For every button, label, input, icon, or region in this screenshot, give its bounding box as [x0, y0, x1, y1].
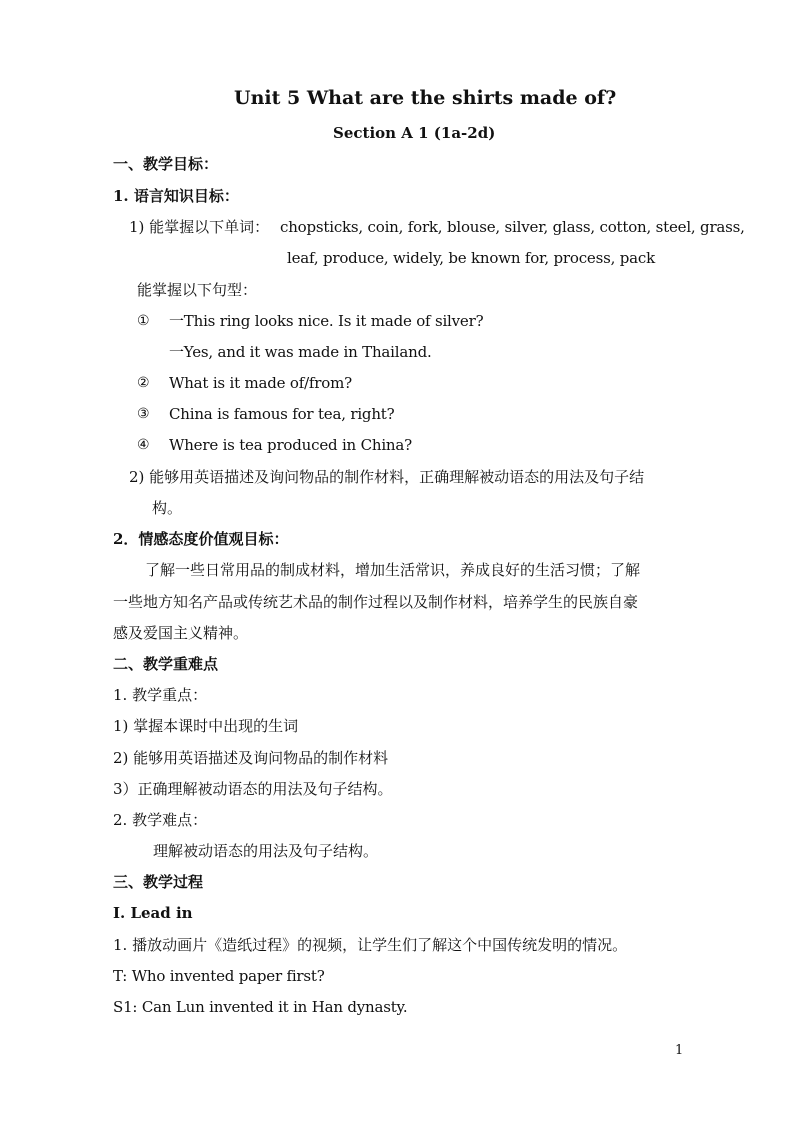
sentence-number-2: ② [137, 375, 150, 391]
difficult-points-label: 2. 教学难点： [113, 811, 208, 829]
key-point-2: 2) 能够用英语描述及询问物品的制作材料 [113, 749, 389, 767]
page-number: 1 [675, 1043, 684, 1058]
sentence-number-1: ① [137, 313, 150, 329]
sentence-4: Where is tea produced in China? [169, 436, 412, 454]
sentence-number-4: ④ [137, 437, 150, 453]
sentence-1-answer: 一Yes, and it was made in Thailand. [169, 343, 432, 361]
words-line-2: leaf, produce, widely, be known for, process, pack [287, 249, 655, 267]
sentence-3: China is famous for tea, right? [169, 405, 395, 423]
sentence-2: What is it made of/from? [169, 374, 352, 392]
sentence-1: 一This ring looks nice. Is it made of silver? [169, 312, 484, 330]
heading-teaching-process: 三、教学过程 [113, 873, 204, 891]
heading-emotion-attitude: 2．情感态度价值观目标： [113, 530, 289, 548]
key-point-3: 3）正确理解被动语态的用法及句子结构。 [113, 780, 393, 798]
emotion-line-3: 感及爱国主义精神。 [113, 624, 249, 642]
heading-language-knowledge: 1. 语言知识目标： [113, 187, 239, 205]
section-subtitle: Section A 1 (1a-2d) [333, 124, 496, 142]
dialogue-line-2: S1: Can Lun invented it in Han dynasty. [113, 998, 408, 1016]
emotion-line-2: 一些地方知名产品或传统艺术品的制作过程以及制作材料，培养学生的民族自豪 [113, 593, 639, 611]
sentence-number-3: ③ [137, 406, 150, 422]
step-1: 1. 播放动画片《造纸过程》的视频，让学生们了解这个中国传统发明的情况。 [113, 936, 628, 954]
objective-2-line-1: 2) 能够用英语描述及询问物品的制作材料，正确理解被动语态的用法及句子结 [129, 468, 645, 486]
difficult-point-text: 理解被动语态的用法及句子结构。 [153, 842, 379, 860]
words-prefix: 1) 能掌握以下单词： [129, 218, 270, 236]
objective-2-line-2: 构。 [152, 499, 183, 517]
words-line-1: chopsticks, coin, fork, blouse, silver, glass, cotton, steel, grass, [280, 218, 745, 236]
emotion-line-1: 了解一些日常用品的制成材料，增加生活常识，养成良好的生活习惯；了解 [145, 561, 641, 579]
key-points-label: 1. 教学重点： [113, 686, 208, 704]
heading-key-difficult-points: 二、教学重难点 [113, 655, 219, 673]
key-point-1: 1) 掌握本课时中出现的生词 [113, 717, 299, 735]
sentences-label: 能掌握以下句型： [137, 281, 258, 299]
lead-in-heading: Ⅰ. Lead in [113, 904, 193, 922]
dialogue-line-1: T: Who invented paper first? [113, 967, 325, 985]
heading-teaching-objectives: 一、教学目标： [113, 155, 219, 173]
page-title: Unit 5 What are the shirts made of? [234, 87, 617, 109]
